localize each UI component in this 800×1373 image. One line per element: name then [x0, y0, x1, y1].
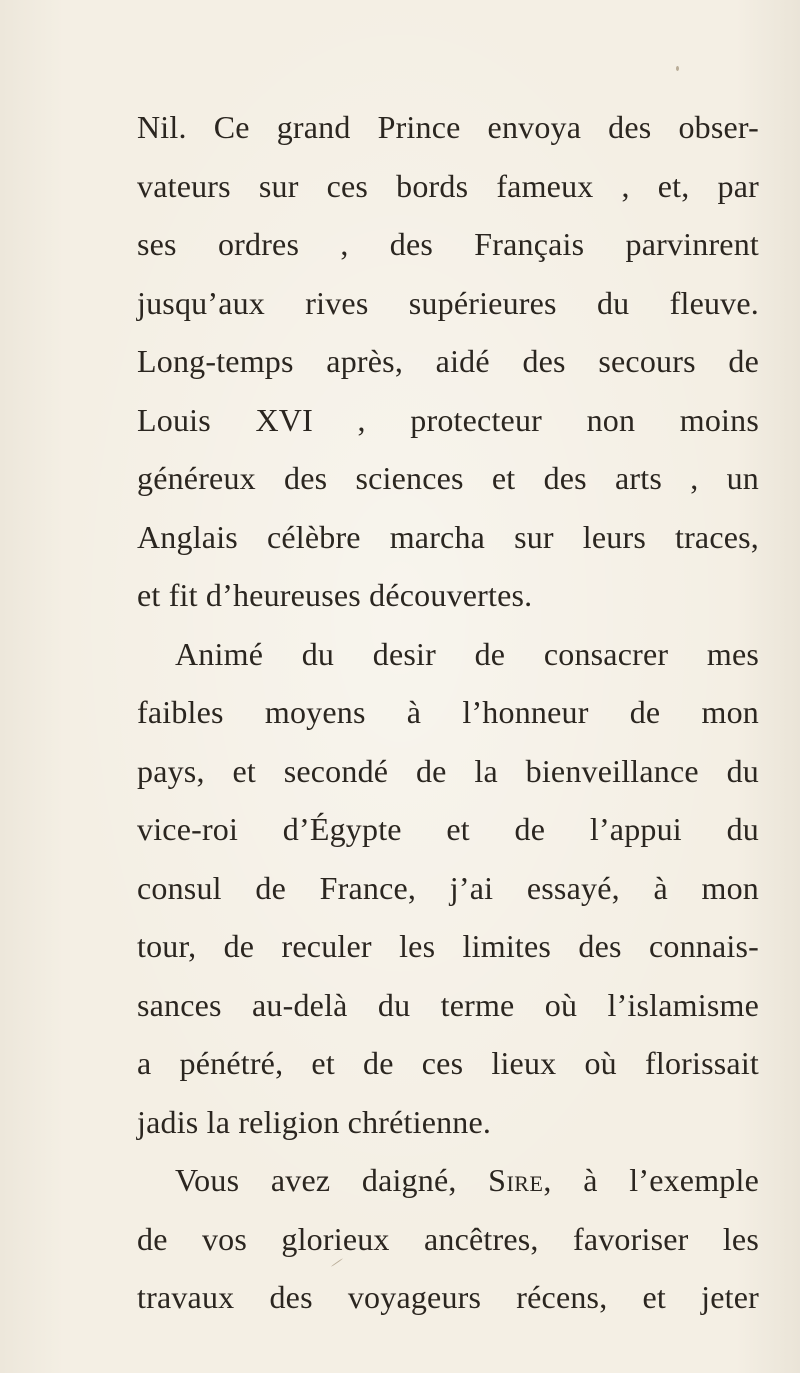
text-line: vateurs sur ces bords fameux , et, par	[137, 167, 759, 204]
text-line: sances au-delà du terme où l’islamisme	[137, 986, 759, 1023]
text-fragment: Vous avez daigné,	[175, 1162, 489, 1198]
text-line: faibles moyens à l’honneur de mon	[137, 694, 759, 730]
text-line: jadis la religion chrétienne.	[137, 1103, 492, 1140]
text-fragment: , à l’exemple	[543, 1162, 759, 1198]
text-line: de vos glorieux ancêtres, favoriser les	[137, 1220, 759, 1257]
text-line: généreux des sciences et des arts , un	[137, 460, 759, 496]
text-line: travaux des voyageurs récens, et jeter	[137, 1279, 759, 1315]
text-line: Long-temps après, aidé des secours de	[137, 343, 759, 379]
text-line: jusqu’aux rives supérieures du fleuve.	[137, 284, 759, 321]
text-line: Animé du desir de consacrer mes	[175, 635, 759, 672]
text-line: vice-roi d’Égypte et de l’appui du	[137, 811, 759, 847]
text-line: consul de France, j’ai essayé, à mon	[137, 869, 759, 906]
small-caps-word: Sire	[488, 1162, 544, 1198]
paper-speck	[676, 66, 679, 71]
text-line: ses ordres , des Français parvinrent	[137, 226, 759, 262]
text-line: tour, de reculer les limites des connais-	[137, 928, 759, 964]
text-line: Anglais célèbre marcha sur leurs traces,	[137, 518, 759, 555]
text-line: Louis XVI , protecteur non moins	[137, 401, 759, 438]
text-line	[137, 1151, 759, 1210]
text-line: et fit d’heureuses découvertes.	[137, 577, 533, 613]
body-text	[137, 98, 759, 1327]
text-line: Nil. Ce grand Prince envoya des obser-	[137, 109, 759, 145]
text-line: pays, et secondé de la bienveillance du	[137, 752, 759, 789]
text-line: a pénétré, et de ces lieux où florissait	[137, 1045, 759, 1081]
